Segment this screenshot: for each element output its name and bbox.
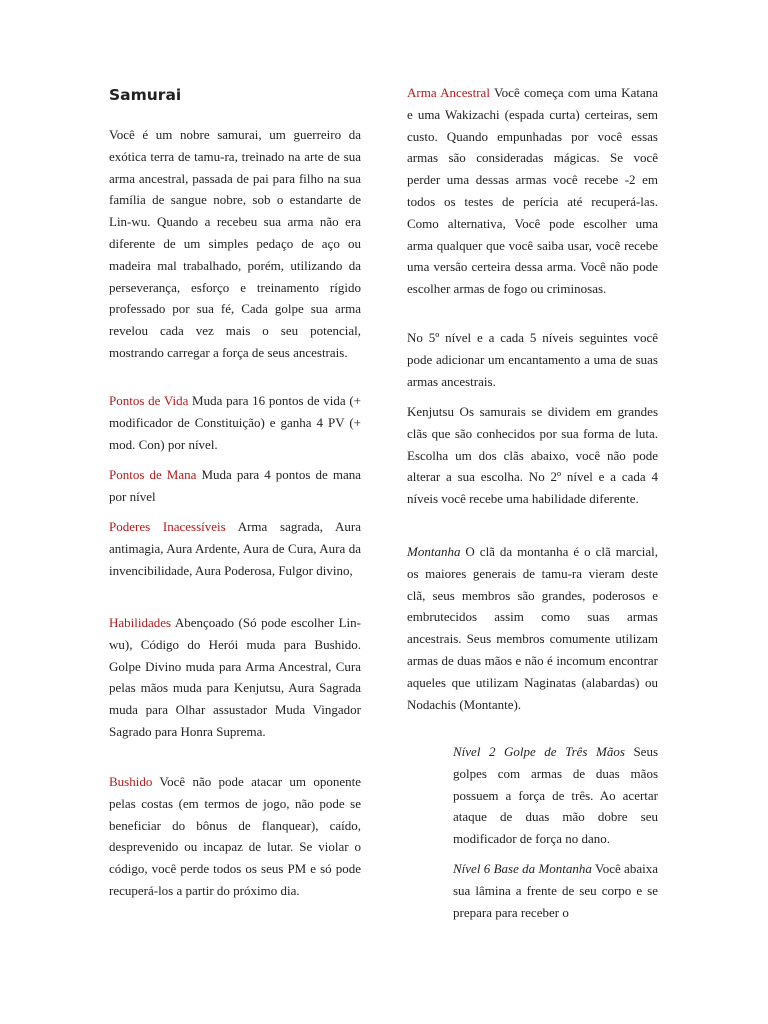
montanha-paragraph: [407, 541, 658, 715]
poderes-text: Arma sagrada, Aura antimagia, Aura Ardente, Aura de Cura, Aura da invencibilidade, Aura Poderosa, Fulgor divino,: [109, 519, 361, 578]
montanha-text: O clã da montanha é o clã marcial, os maiores generais de tamu-ra vieram deste clã, seus membros são grandes, poderosos e embrutecidos assim como suas armas ancestrais. Seus membros comumente utilizam armas de duas mãos e não é incomum encontrar aqueles que utilizam Naginatas (alabardas) ou Nodachis (Montante).: [407, 544, 658, 712]
arma-ancestral-label: Arma Ancestral: [407, 85, 490, 100]
nivel-2-label: Nível 2 Golpe de Três Mãos: [453, 744, 625, 759]
nivel-6-text: Você abaixa sua lâmina a frente de seu corpo e se prepara para receber o: [453, 861, 658, 920]
arma-ancestral-paragraph: [407, 82, 658, 300]
poderes-label: Poderes Inacessíveis: [109, 519, 226, 534]
bushido-text: Você não pode atacar um oponente pelas costas (em termos de jogo, não pode se beneficiar do bônus de flanquear), caído, desprevenido ou incapaz de lutar. Se violar o código, você perde todos os seus PM e só pode recuperá-los a partir do próximo dia.: [109, 774, 361, 898]
pontos-de-mana-label: Pontos de Mana: [109, 467, 197, 482]
habilidades-paragraph: [109, 612, 361, 743]
nivel-6-paragraph: [453, 858, 658, 923]
bushido-label: Bushido: [109, 774, 153, 789]
nivel-2-text: Seus golpes com armas de duas mãos possuem a força de três. Ao acertar ataque de duas mão dobre seu modificador de força no dano.: [453, 744, 659, 847]
nivel-2-paragraph: [453, 741, 658, 850]
arma-ancestral-text: Você começa com uma Katana e uma Wakizachi (espada curta) certeiras, sem custo. Quando empunhadas por você essas armas são consideradas mágicas. Se você perder uma dessas armas você recebe -2 em todos os testes de perícia até recuperá-las. Como alternativa, Você pode escolher uma arma qualquer que você saiba usar, você recebe uma versão certeira dessa arma. Você não pode escolher armas de fogo ou criminosas.: [407, 85, 658, 297]
poderes-paragraph: [109, 516, 361, 581]
nivel-5-paragraph: No 5º nível e a cada 5 níveis seguintes você pode adicionar um encantamento a uma de suas armas ancestrais.: [407, 330, 658, 389]
kenjutsu-paragraph: Kenjutsu Os samurais se dividem em grandes clãs que são conhecidos por sua forma de luta. Escolha um dos clãs abaixo, você não pode alterar a sua escolha. No 2º nível e a cada 4 níveis você recebe uma habilidade diferente.: [407, 404, 658, 507]
pontos-de-mana-paragraph: [109, 464, 361, 508]
montanha-label: Montanha: [407, 544, 461, 559]
habilidades-label: Habilidades: [109, 615, 172, 630]
habilidades-text: Abençoado (Só pode escolher Lin-wu), Código do Herói muda para Bushido. Golpe Divino muda para Arma Ancestral, Cura pelas mãos muda para Kenjutsu, Aura Sagrada muda para Olhar assustador Muda Vingador Sagrado para Honra Suprema.: [109, 615, 361, 739]
nivel-6-label: Nível 6 Base da Montanha: [453, 861, 592, 876]
page-title: Samurai: [109, 86, 182, 104]
pontos-de-vida-text: Muda para 16 pontos de vida (+ modificador de Constituição) e ganha 4 PV (+ mod. Con) por nível.: [109, 393, 361, 452]
pontos-de-mana-text: Muda para 4 pontos de mana por nível: [109, 467, 361, 504]
pontos-de-vida-label: Pontos de Vida: [109, 393, 189, 408]
pontos-de-vida-paragraph: [109, 390, 361, 455]
bushido-paragraph: [109, 771, 361, 902]
intro-paragraph: Você é um nobre samurai, um guerreiro da exótica terra de tamu-ra, treinado na arte de sua arma ancestral, passada de pai para filho na sua família de sangue nobre, sob o estandarte de Lin-wu. Quando a recebeu sua arma não era diferente de um simples pedaço de aço ou madeira mal trabalhado, porém, utilizando da perseverança, esforço e treinamento rígido professado por sua fé, Cada golpe sua arma revelou cada vez mais o seu potencial, mostrando carregar a força de seus ancestrais.: [109, 127, 361, 360]
